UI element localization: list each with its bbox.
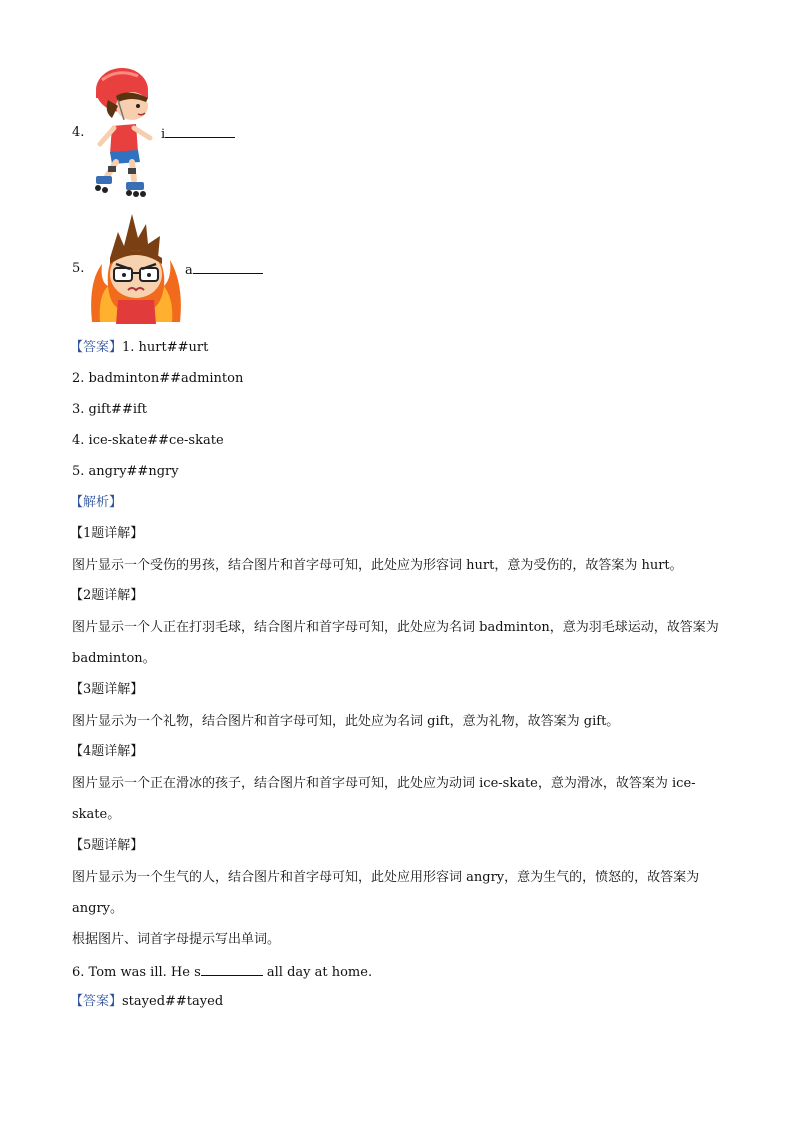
item-5-blank[interactable]: [193, 260, 263, 274]
detail-5-heading: 【5题详解】: [70, 838, 144, 853]
detail-4-text: 图片显示一个正在滑冰的孩子，结合图片和首字母可知，此处应为动词 ice-skate，意为滑冰，故答案为 ice-skate。: [72, 776, 696, 822]
question-6-answer-line: [70, 993, 223, 1011]
answer-2: 2. badminton##adminton: [72, 371, 244, 386]
question-6: [72, 962, 372, 982]
item-5-letter: a: [185, 263, 193, 278]
answer-5: 5. angry##ngry: [72, 464, 179, 479]
detail-3-heading: 【3题详解】: [70, 682, 144, 697]
question-6-answer: stayed##tayed: [122, 994, 224, 1009]
item-4-number: 4.: [72, 125, 85, 140]
detail-4-heading: 【4题详解】: [70, 744, 144, 759]
answer-line-1: [70, 339, 208, 357]
answer-4: 4. ice-skate##ce-skate: [72, 433, 224, 448]
question-6-before: 6. Tom was ill. He s: [72, 965, 201, 980]
answer-tag-6: 【答案】: [70, 994, 123, 1009]
question-6-after: all day at home.: [262, 965, 373, 980]
detail-2-heading: 【2题详解】: [70, 588, 144, 603]
instruction: 根据图片、词首字母提示写出单词。: [72, 932, 281, 947]
detail-1-heading: 【1题详解】: [70, 526, 144, 541]
detail-5-text: 图片显示为一个生气的人，结合图片和首字母可知，此处应用形容词 angry，意为生气的，愤怒的，故答案为 angry。: [72, 870, 700, 916]
item-4-blank[interactable]: [165, 124, 235, 138]
analysis-tag: 【解析】: [70, 495, 123, 510]
detail-3-text: 图片显示为一个礼物，结合图片和首字母可知，此处应为名词 gift，意为礼物，故答案为 gift。: [72, 714, 620, 729]
item-4-letter: i: [161, 127, 166, 142]
girl-roller-skating-image: [88, 66, 158, 198]
item-5-number: 5.: [72, 261, 85, 276]
answer-tag: 【答案】: [70, 340, 123, 355]
answer-1: 1. hurt##urt: [122, 340, 209, 355]
detail-2-text: 图片显示一个人正在打羽毛球，结合图片和首字母可知，此处应为名词 badminton，意为羽毛球运动，故答案为 badminton。: [72, 620, 719, 666]
detail-1-text: 图片显示一个受伤的男孩，结合图片和首字母可知，此处应为形容词 hurt，意为受伤的，故答案为 hurt。: [72, 558, 683, 573]
angry-boy-image: [88, 212, 184, 324]
answer-3: 3. gift##ift: [72, 402, 148, 417]
question-6-blank[interactable]: [201, 962, 263, 976]
item-5-prompt: [185, 260, 263, 280]
item-4-prompt: [161, 124, 235, 144]
